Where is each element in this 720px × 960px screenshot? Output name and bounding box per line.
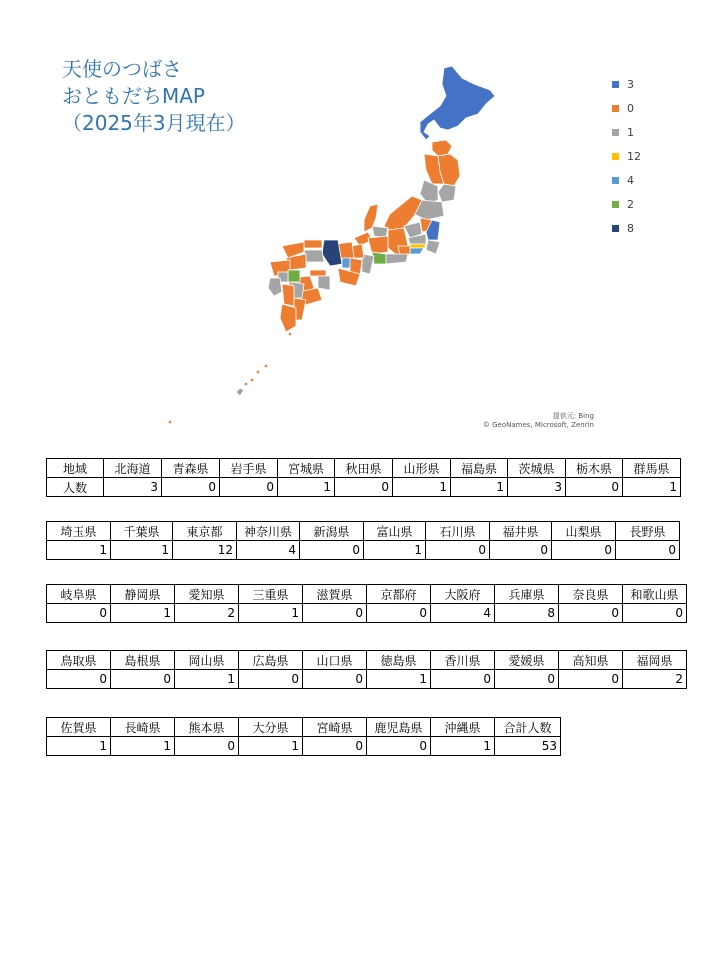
prefecture-name-cell: 兵庫県 — [495, 585, 559, 604]
island-dot — [289, 333, 292, 336]
prefecture-name-cell: 神奈川県 — [237, 522, 300, 541]
map-credit-copyright: © GeoNames, Microsoft, Zenrin — [482, 421, 594, 429]
member-count-cell: 1 — [239, 604, 303, 623]
prefecture-name-cell: 長野県 — [616, 522, 680, 541]
prefecture-name-cell: 宮崎県 — [303, 718, 367, 737]
prefecture-name-cell: 石川県 — [426, 522, 490, 541]
prefecture-name-cell: 千葉県 — [111, 522, 173, 541]
member-count-cell: 1 — [393, 478, 451, 497]
member-count-cell: 0 — [431, 670, 495, 689]
legend-swatch — [612, 201, 619, 208]
table-row-counts — [47, 737, 561, 756]
prefecture-table-1 — [46, 458, 681, 497]
prefecture-name-cell: 合計人数 — [495, 718, 561, 737]
region-kagawa — [310, 270, 326, 276]
legend-item — [612, 192, 641, 216]
map-credit-provider: 提供元: Bing — [552, 412, 594, 420]
region-kumamoto — [282, 284, 294, 306]
member-count-cell: 1 — [111, 737, 175, 756]
table-row-names — [47, 585, 687, 604]
member-count-cell: 0 — [47, 604, 111, 623]
member-count-cell: 0 — [559, 670, 623, 689]
prefecture-name-cell: 福井県 — [490, 522, 552, 541]
island-dot — [285, 325, 288, 328]
region-okayama — [304, 250, 324, 262]
table-row-counts — [47, 478, 681, 497]
member-count-cell: 0 — [162, 478, 220, 497]
legend-swatch — [612, 105, 619, 112]
legend-label: 4 — [627, 173, 634, 187]
prefecture-name-cell: 愛知県 — [175, 585, 239, 604]
prefecture-name-cell: 岡山県 — [175, 651, 239, 670]
prefecture-name-cell: 佐賀県 — [47, 718, 111, 737]
table-row-names — [47, 522, 680, 541]
member-count-cell: 人数 — [47, 478, 104, 497]
member-count-cell: 0 — [616, 541, 680, 560]
prefecture-name-cell: 福島県 — [451, 459, 508, 478]
region-chiba — [426, 240, 440, 254]
island-dot — [265, 365, 268, 368]
region-fukuoka — [288, 270, 300, 282]
member-count-cell: 0 — [111, 670, 175, 689]
prefecture-name-cell: 広島県 — [239, 651, 303, 670]
table-row-names — [47, 718, 561, 737]
table-row-names — [47, 459, 681, 478]
member-count-cell: 2 — [175, 604, 239, 623]
member-count-cell: 3 — [508, 478, 566, 497]
prefecture-name-cell: 三重県 — [239, 585, 303, 604]
region-hyogo — [322, 240, 342, 266]
member-count-cell: 0 — [175, 737, 239, 756]
prefecture-name-cell: 徳島県 — [367, 651, 431, 670]
prefecture-name-cell: 茨城県 — [508, 459, 566, 478]
region-tokushima — [318, 276, 330, 290]
prefecture-name-cell: 岐阜県 — [47, 585, 111, 604]
member-count-cell: 1 — [111, 541, 173, 560]
title-line-3: （2025年3月現在） — [62, 111, 246, 135]
member-count-cell: 1 — [367, 670, 431, 689]
legend-swatch — [612, 225, 619, 232]
prefecture-table-4 — [46, 650, 687, 689]
prefecture-name-cell: 香川県 — [431, 651, 495, 670]
legend-item — [612, 96, 641, 120]
region-shizuoka — [384, 254, 408, 264]
legend-swatch — [612, 177, 619, 184]
legend-swatch — [612, 153, 619, 160]
prefecture-name-cell: 鹿児島県 — [367, 718, 431, 737]
member-count-cell: 0 — [300, 541, 364, 560]
member-count-cell: 1 — [111, 604, 175, 623]
prefecture-name-cell: 京都府 — [367, 585, 431, 604]
legend-item — [612, 120, 641, 144]
member-count-cell: 0 — [426, 541, 490, 560]
table-row-counts — [47, 604, 687, 623]
prefecture-name-cell: 東京都 — [173, 522, 237, 541]
member-count-cell: 0 — [559, 604, 623, 623]
member-count-cell: 1 — [431, 737, 495, 756]
prefecture-table-5 — [46, 717, 561, 756]
prefecture-name-cell: 岩手県 — [220, 459, 278, 478]
member-count-cell: 2 — [623, 670, 687, 689]
member-count-cell: 0 — [552, 541, 616, 560]
prefecture-name-cell: 山梨県 — [552, 522, 616, 541]
prefecture-name-cell: 鳥取県 — [47, 651, 111, 670]
legend-label: 1 — [627, 125, 634, 139]
prefecture-name-cell: 富山県 — [364, 522, 426, 541]
title-line-1: 天使のつばさ — [62, 57, 182, 81]
prefecture-name-cell: 愛媛県 — [495, 651, 559, 670]
legend-item — [612, 216, 641, 240]
member-count-cell: 0 — [303, 737, 367, 756]
region-okinawa — [236, 388, 244, 396]
prefecture-name-cell: 福岡県 — [623, 651, 687, 670]
member-count-cell: 1 — [451, 478, 508, 497]
member-count-cell: 0 — [303, 604, 367, 623]
member-count-cell: 0 — [303, 670, 367, 689]
prefecture-table-3 — [46, 584, 687, 623]
legend-swatch — [612, 81, 619, 88]
table-row-counts — [47, 670, 687, 689]
prefecture-name-cell: 新潟県 — [300, 522, 364, 541]
legend-item — [612, 72, 641, 96]
prefecture-name-cell: 静岡県 — [111, 585, 175, 604]
prefecture-name-cell: 埼玉県 — [47, 522, 111, 541]
island-dot — [251, 379, 254, 382]
prefecture-name-cell: 群馬県 — [623, 459, 681, 478]
region-tottori — [304, 240, 322, 248]
legend-label: 12 — [627, 149, 641, 163]
prefecture-name-cell: 秋田県 — [335, 459, 393, 478]
region-nagasaki — [268, 278, 282, 296]
member-count-cell: 0 — [367, 604, 431, 623]
member-count-cell: 0 — [495, 670, 559, 689]
member-count-cell: 0 — [220, 478, 278, 497]
legend-item — [612, 144, 641, 168]
title-line-2: おともだちMAP — [62, 84, 205, 108]
legend-label: 2 — [627, 197, 634, 211]
region-tokyo — [410, 244, 426, 248]
prefecture-name-cell: 北海道 — [104, 459, 162, 478]
prefecture-name-cell: 山形県 — [393, 459, 451, 478]
member-count-cell: 0 — [367, 737, 431, 756]
region-aichi — [372, 252, 386, 264]
island-dot — [257, 371, 260, 374]
region-kagoshima — [280, 304, 296, 332]
member-count-cell: 3 — [104, 478, 162, 497]
prefecture-name-cell: 長崎県 — [111, 718, 175, 737]
island-dot — [245, 383, 248, 386]
member-count-cell: 1 — [239, 737, 303, 756]
region-hokkaido — [420, 66, 495, 140]
member-count-cell: 0 — [335, 478, 393, 497]
member-count-cell: 1 — [47, 541, 111, 560]
region-aomori — [432, 140, 452, 156]
member-count-cell: 1 — [175, 670, 239, 689]
legend-label: 3 — [627, 77, 634, 91]
table-row-names — [47, 651, 687, 670]
member-count-cell: 0 — [490, 541, 552, 560]
legend-label: 0 — [627, 101, 634, 115]
prefecture-name-cell: 滋賀県 — [303, 585, 367, 604]
legend-item — [612, 168, 641, 192]
prefecture-name-cell: 大阪府 — [431, 585, 495, 604]
map-legend — [612, 72, 641, 240]
prefecture-name-cell: 地域 — [47, 459, 104, 478]
member-count-cell: 53 — [495, 737, 561, 756]
prefecture-name-cell: 沖縄県 — [431, 718, 495, 737]
prefecture-name-cell: 青森県 — [162, 459, 220, 478]
island-dot — [169, 421, 172, 424]
prefecture-name-cell: 熊本県 — [175, 718, 239, 737]
prefecture-table-2 — [46, 521, 680, 560]
member-count-cell: 1 — [47, 737, 111, 756]
prefecture-name-cell: 山口県 — [303, 651, 367, 670]
member-count-cell: 4 — [237, 541, 300, 560]
member-count-cell: 0 — [47, 670, 111, 689]
prefecture-name-cell: 宮城県 — [278, 459, 335, 478]
region-kanagawa — [410, 248, 424, 254]
legend-swatch — [612, 129, 619, 136]
member-count-cell: 4 — [431, 604, 495, 623]
member-count-cell: 0 — [566, 478, 623, 497]
prefecture-name-cell: 和歌山県 — [623, 585, 687, 604]
member-count-cell: 8 — [495, 604, 559, 623]
member-count-cell: 1 — [623, 478, 681, 497]
member-count-cell: 1 — [278, 478, 335, 497]
prefecture-name-cell: 栃木県 — [566, 459, 623, 478]
region-miyagi — [438, 184, 456, 202]
prefecture-name-cell: 高知県 — [559, 651, 623, 670]
member-count-cell: 0 — [239, 670, 303, 689]
legend-label: 8 — [627, 221, 634, 235]
prefecture-name-cell: 大分県 — [239, 718, 303, 737]
region-gifu — [368, 236, 388, 254]
member-count-cell: 0 — [623, 604, 687, 623]
prefecture-name-cell: 奈良県 — [559, 585, 623, 604]
member-count-cell: 1 — [364, 541, 426, 560]
table-row-counts — [47, 541, 680, 560]
prefecture-name-cell: 島根県 — [111, 651, 175, 670]
member-count-cell: 12 — [173, 541, 237, 560]
